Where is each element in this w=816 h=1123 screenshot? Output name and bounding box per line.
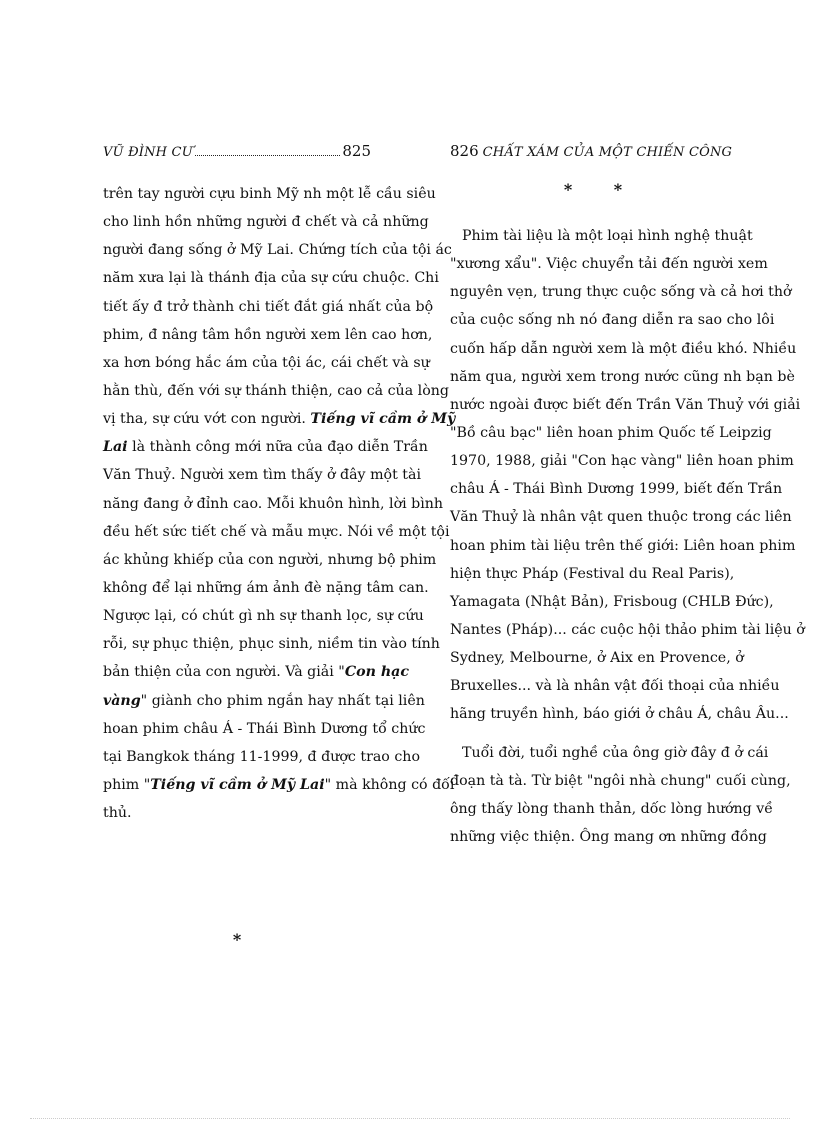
page-bottom-rule [30, 1118, 790, 1119]
text-line [103, 349, 430, 377]
section-divider: * * [563, 180, 641, 199]
text-line: những việc thiện. Ông mang ơn những đồng [450, 828, 767, 845]
text-run: đều hết sức tiết chế và mẫu mực. Nói về một tội [103, 523, 450, 540]
text-line [103, 490, 444, 518]
text-run: hoan phim châu Á - Thái Bình Dương tổ chức [103, 720, 426, 737]
text-line [103, 236, 452, 264]
film-title-emphasis: vàng [103, 692, 141, 709]
page-number: 825 [342, 142, 371, 160]
text-run: " giành cho phim ngắn hay nhất tại liên [140, 692, 425, 709]
text-run: là thành công mới nữa của đạo diễn Trần [127, 439, 428, 456]
text-run: tại Bangkok tháng 11-1999, đ được trao cho [103, 748, 420, 765]
text-run: Ngược lại, có chút gì nh sự thanh lọc, sự cứu [103, 608, 424, 625]
text-run: trên tay người cựu binh Mỹ nh một lễ cầu siêu [103, 186, 436, 202]
text-line [103, 321, 433, 349]
text-line [103, 546, 437, 574]
text-line [103, 715, 426, 743]
text-line: của cuộc sống nh nó đang diễn ra sao cho lôi [450, 312, 775, 329]
text-run: bản thiện của con người. Và giải " [103, 664, 345, 681]
right-body-text [450, 222, 805, 851]
text-line: "Bồ câu bạc" liên hoan phim Quốc tế Leipzig [450, 424, 772, 441]
text-run: năng đang ở đỉnh cao. Mỗi khuôn hình, lời bình [103, 495, 444, 512]
film-title-emphasis: Lai [103, 439, 128, 456]
text-line [103, 574, 429, 602]
text-run: cho linh hồn những người đ chết và cả những [103, 214, 429, 231]
text-run: năm xưa lại là thánh địa của sự cứu chuộc. Chi [103, 270, 439, 287]
section-end-mark: * [232, 930, 242, 949]
text-line [103, 630, 440, 658]
text-run: không để lại những ám ảnh đè nặng tâm can. [103, 579, 429, 596]
text-line: ông thấy lòng thanh thản, dốc lòng hướng về [450, 800, 773, 817]
text-run: tiết ấy đ trở thành chi tiết đắt giá nhất của bộ [103, 298, 434, 315]
running-head-title: VŨ ĐÌNH CƯ [103, 145, 193, 160]
page-number: 826 [450, 142, 479, 160]
text-line: châu Á - Thái Bình Dương 1999, biết đến Trần [450, 481, 783, 498]
text-run: xa hơn bóng hắc ám của tội ác, cái chết và sự [103, 354, 430, 371]
text-line [103, 518, 450, 546]
paragraph-gap [450, 729, 718, 739]
film-title-emphasis: Tiếng vĩ cầm ở Mỹ Lai [150, 776, 325, 793]
running-head-title: CHẤT XÁM CỦA MỘT CHIẾN CÔNG [482, 145, 733, 160]
text-line [103, 293, 434, 321]
running-head-right [450, 136, 733, 160]
text-line [103, 771, 455, 799]
text-line: Bruxelles... và là nhân vật đối thoại của nhiều [450, 678, 780, 695]
text-line: cuốn hấp dẫn người xem là một điều khó. Nhiều [450, 340, 797, 357]
text-line: Tuổi đời, tuổi nghề của ông giờ đây đ ở cái [462, 744, 769, 761]
film-title-emphasis: Con hạc [344, 664, 409, 681]
text-line [103, 264, 439, 292]
text-line [103, 743, 420, 771]
text-line: Yamagata (Nhật Bản), Frisboug (CHLB Đức), [450, 593, 774, 610]
text-run: Văn Thuỷ. Người xem tìm thấy ở đây một tài [103, 467, 421, 484]
text-line: 1970, 1988, giải "Con hạc vàng" liên hoan phim [450, 453, 794, 470]
text-run: thủ. [103, 805, 132, 822]
text-line [103, 658, 409, 686]
text-line: năm qua, người xem trong nước cũng nh bạn bè [450, 368, 795, 385]
text-line: Văn Thuỷ là nhân vật quen thuộc trong các liên [450, 509, 792, 526]
leader-dots [195, 155, 341, 156]
text-line [103, 461, 421, 489]
text-line [103, 208, 429, 236]
text-run: vị tha, sự cứu vớt con người. [103, 411, 311, 428]
text-line [103, 433, 428, 461]
text-line [103, 405, 456, 433]
text-line [103, 687, 425, 715]
text-line: hiện thực Pháp (Festival du Real Paris), [450, 565, 735, 582]
text-line [103, 180, 436, 208]
text-run: rỗi, sự phục thiện, phục sinh, niềm tin vào tính [103, 636, 440, 653]
text-line [103, 602, 424, 630]
text-line [103, 799, 371, 827]
text-line [103, 377, 449, 405]
left-body-text [103, 180, 456, 827]
text-line: nguyên vẹn, trung thực cuộc sống và cả hơi thở [450, 284, 792, 301]
text-line: Phim tài liệu là một loại hình nghệ thuật [462, 228, 753, 244]
text-run: người đang sống ở Mỹ Lai. Chứng tích của tội ác [103, 242, 452, 259]
text-line: Nantes (Pháp)... các cuộc hội thảo phim tài liệu ở [450, 621, 805, 638]
text-run: ác khủng khiếp của con người, nhưng bộ phim [103, 551, 437, 568]
film-title-emphasis: Tiếng vĩ cầm ở Mỹ [310, 411, 456, 428]
text-run: phim, đ nâng tâm hồn người xem lên cao hơn, [103, 326, 433, 343]
text-line: đoạn tà tà. Từ biệt "ngôi nhà chung" cuối cùng, [450, 772, 791, 789]
text-line: hãng truyền hình, báo giới ở châu Á, châu Âu... [450, 706, 789, 723]
text-line: "xương xẩu". Việc chuyển tải đến người xem [450, 256, 768, 273]
running-head-left [103, 136, 371, 160]
text-run: hằn thù, đến với sự thánh thiện, cao cả của lòng [103, 382, 449, 399]
text-run: phim " [103, 776, 151, 793]
text-run: " mà không có đối [324, 776, 455, 793]
text-line: Sydney, Melbourne, ở Aix en Provence, ở [450, 650, 744, 667]
text-line: nước ngoài được biết đến Trần Văn Thuỷ với giải [450, 396, 801, 413]
text-line: hoan phim tài liệu trên thế giới: Liên hoan phim [450, 537, 796, 554]
